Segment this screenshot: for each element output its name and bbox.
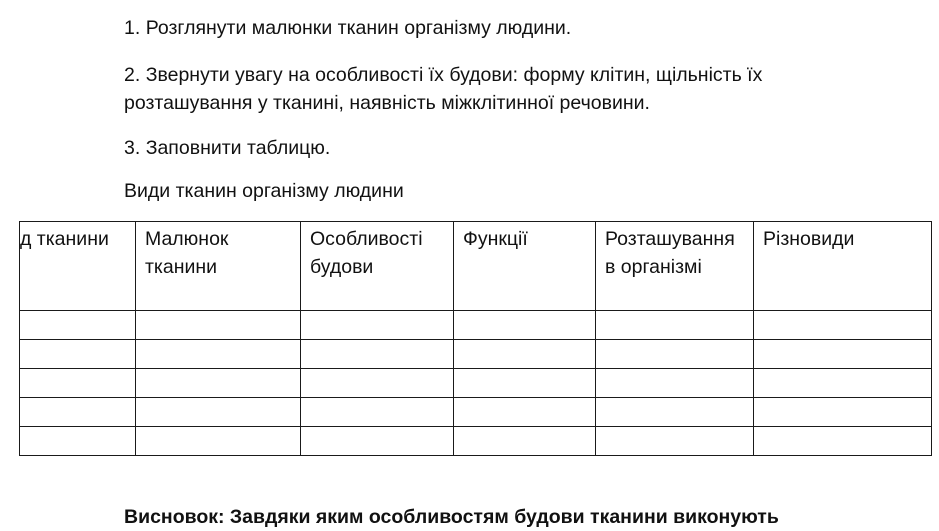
instruction-3 — [124, 134, 330, 162]
table-cell[interactable] — [596, 340, 754, 369]
table-cell[interactable] — [754, 369, 932, 398]
table-row — [20, 311, 932, 340]
table-row — [20, 398, 932, 427]
conclusion-text: Висновок: Завдяки яким особливостям будови тканини виконують — [124, 506, 779, 528]
header-tissue-name — [20, 222, 136, 311]
table-cell[interactable] — [454, 340, 596, 369]
table-cell[interactable] — [301, 369, 454, 398]
table-cell[interactable] — [136, 340, 301, 369]
instruction-1-number: 1. — [124, 17, 141, 39]
table-cell[interactable] — [301, 398, 454, 427]
table-cell[interactable] — [136, 398, 301, 427]
table-cell[interactable] — [301, 311, 454, 340]
table-cell[interactable] — [136, 311, 301, 340]
table-row — [20, 427, 932, 456]
instruction-1-text: Розглянути малюнки тканин організму людини. — [145, 17, 572, 39]
instruction-1 — [124, 14, 571, 42]
table-cell[interactable] — [20, 398, 136, 427]
instruction-2-text: Звернути увагу на особливості їх будови: форму клітин, щільність їх — [145, 64, 763, 86]
header-tissue-name-label: д тканини — [20, 228, 109, 250]
instruction-3-text: Заповнити таблицю. — [145, 137, 331, 159]
table-cell[interactable] — [596, 311, 754, 340]
table-cell[interactable] — [754, 427, 932, 456]
table-cell[interactable] — [596, 398, 754, 427]
table-header-row — [20, 222, 932, 311]
table-cell[interactable] — [20, 369, 136, 398]
table-cell[interactable] — [301, 340, 454, 369]
header-structure-features: Особливості будови — [301, 222, 454, 311]
table-cell[interactable] — [20, 427, 136, 456]
table-cell[interactable] — [454, 311, 596, 340]
header-location-label: Розташування в організмі — [605, 228, 735, 278]
table-title: Види тканин організму людини — [124, 180, 404, 202]
header-functions: Функції — [454, 222, 596, 311]
header-tissue-picture: Малюнок тканини — [136, 222, 301, 311]
table-row — [20, 340, 932, 369]
instruction-2-text-line2: розташування у тканині, наявність міжклітинної речовини. — [124, 92, 650, 114]
table-cell[interactable] — [754, 340, 932, 369]
instruction-3-number: 3. — [124, 137, 141, 159]
table-cell[interactable] — [136, 427, 301, 456]
tissue-table — [19, 221, 932, 456]
table-cell[interactable] — [20, 340, 136, 369]
header-location — [596, 222, 754, 311]
table-cell[interactable] — [301, 427, 454, 456]
table-cell[interactable] — [754, 311, 932, 340]
table-cell[interactable] — [454, 427, 596, 456]
table-cell[interactable] — [596, 427, 754, 456]
instruction-2-continuation — [124, 89, 650, 117]
table-cell[interactable] — [596, 369, 754, 398]
instruction-2-number: 2. — [124, 64, 141, 86]
table-cell[interactable] — [454, 369, 596, 398]
table-row — [20, 369, 932, 398]
header-varieties: Різновиди — [754, 222, 932, 311]
table-cell[interactable] — [136, 369, 301, 398]
table-cell[interactable] — [20, 311, 136, 340]
table-cell[interactable] — [454, 398, 596, 427]
instruction-2 — [124, 61, 762, 89]
table-cell[interactable] — [754, 398, 932, 427]
